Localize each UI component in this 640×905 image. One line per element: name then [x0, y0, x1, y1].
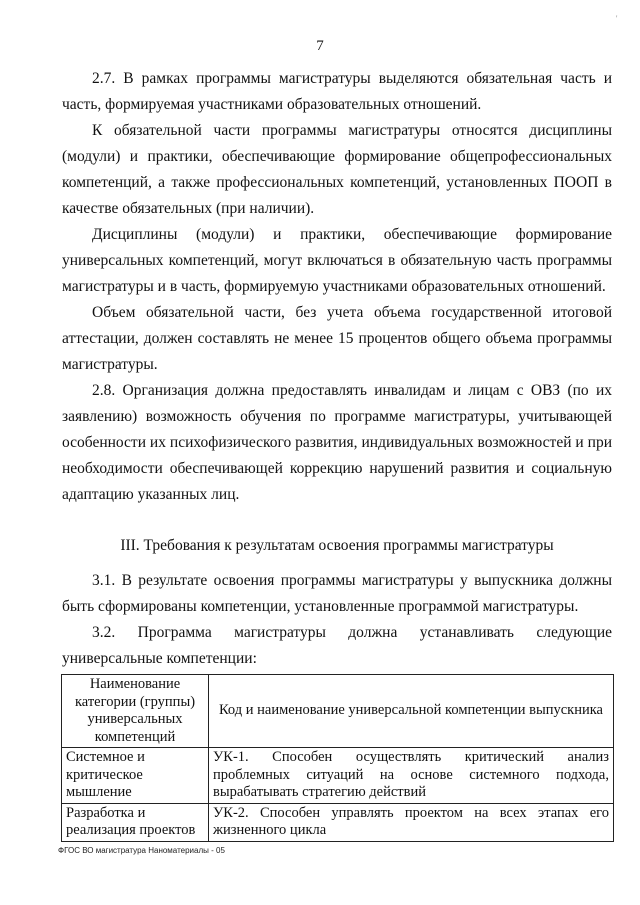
table-row: [62, 748, 614, 804]
paragraph-3-2: 3.2. Программа магистратуры должна устанавливать следующие универсальные компетенции:: [62, 624, 612, 667]
header-competence: Код и наименование универсальной компетенции выпускника: [209, 675, 614, 748]
paragraph-3-1: 3.1. В результате освоения программы магистратуры у выпускника должны быть сформированы компетенции, установленные программой магистратуры.: [62, 572, 612, 615]
paragraph-2-7: 2.7. В рамках программы магистратуры выделяются обязательная часть и часть, формируемая участниками образовательных отношений.: [62, 70, 612, 113]
corner-mark: ': [616, 14, 618, 23]
paragraph-mandatory-part: К обязательной части программы магистратуры относятся дисциплины (модули) и практики, обеспечивающие формирование общепрофессиональных компетенций, а также профессиональных компетенций, установленных ПООП в качестве обязательных (при наличии).: [62, 122, 612, 217]
page-number: 7: [316, 38, 324, 54]
row-category: Разработка и реализация проектов: [62, 803, 209, 841]
header-category: Наименование категории (группы) универсальных компетенций: [62, 675, 209, 748]
footer-text: ФГОС ВО магистратура Наноматериалы - 05: [58, 846, 225, 855]
competence-table: [61, 674, 614, 842]
paragraph-disciplines: Дисциплины (модули) и практики, обеспечивающие формирование универсальных компетенций, могут включаться в обязательную часть программы магистратуры и в часть, формируемую участниками образовательных отношений.: [62, 226, 612, 295]
paragraph-volume: Объем обязательной части, без учета объема государственной итоговой аттестации, должен составлять не менее 15 процентов общего объема программы магистратуры.: [62, 304, 612, 373]
row-category: Системное и критическое мышление: [62, 748, 209, 804]
table-row: [62, 803, 614, 841]
row-competence: УК-2. Способен управлять проектом на всех этапах его жизненного цикла: [209, 803, 614, 841]
paragraph-2-8: 2.8. Организация должна предоставлять инвалидам и лицам с ОВЗ (по их заявлению) возможность обучения по программе магистратуры, учитывающей особенности их психофизического развития, индивидуальных возможностей и при необходимости обеспечивающей коррекцию нарушений развития и социальную адаптацию указанных лиц.: [62, 382, 612, 503]
row-competence: УК-1. Способен осуществлять критический анализ проблемных ситуаций на основе системного подхода, вырабатывать стратегию действий: [209, 748, 614, 804]
section-heading: III. Требования к результатам освоения программы магистратуры: [120, 537, 554, 554]
table-header-row: [62, 675, 614, 748]
